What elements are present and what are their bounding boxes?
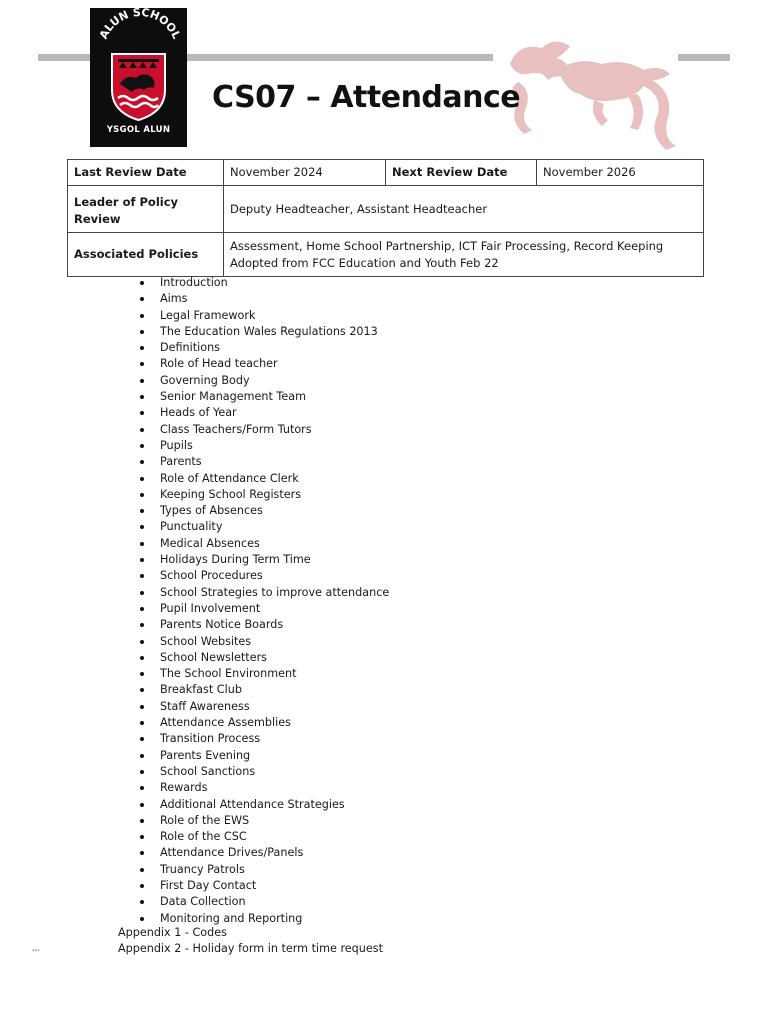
list-item: School Sanctions <box>137 764 389 780</box>
list-item: Role of the EWS <box>137 813 389 829</box>
list-item: Parents Evening <box>137 748 389 764</box>
list-item: Types of Absences <box>137 503 389 519</box>
list-item: Governing Body <box>137 373 389 389</box>
list-item: Parents Notice Boards <box>137 617 389 633</box>
table-row <box>68 186 704 233</box>
list-item: Data Collection <box>137 894 389 910</box>
school-name-welsh: YSGOL ALUN <box>106 125 171 135</box>
list-item: School Websites <box>137 634 389 650</box>
list-item: Role of the CSC <box>137 829 389 845</box>
list-item: Rewards <box>137 780 389 796</box>
list-item: Senior Management Team <box>137 389 389 405</box>
list-item: Staff Awareness <box>137 699 389 715</box>
last-review-value: November 2024 <box>224 160 386 186</box>
list-item: Punctuality <box>137 519 389 535</box>
welsh-dragon-icon <box>498 34 684 152</box>
list-item: Class Teachers/Form Tutors <box>137 422 389 438</box>
next-review-value: November 2026 <box>537 160 704 186</box>
policy-metadata-table <box>67 159 704 277</box>
list-item: Keeping School Registers <box>137 487 389 503</box>
school-name-arc: ALUN SCHOOL <box>96 8 184 42</box>
list-item: Aims <box>137 291 389 307</box>
list-item: Truancy Patrols <box>137 862 389 878</box>
list-item: Parents <box>137 454 389 470</box>
list-item: Definitions <box>137 340 389 356</box>
list-item: Pupils <box>137 438 389 454</box>
list-item: The Education Wales Regulations 2013 <box>137 324 389 340</box>
list-item: Introduction <box>137 275 389 291</box>
list-item: First Day Contact <box>137 878 389 894</box>
list-item: Role of Head teacher <box>137 356 389 372</box>
last-review-label: Last Review Date <box>68 160 224 186</box>
leader-label: Leader of Policy Review <box>68 186 224 233</box>
appendix-1: Appendix 1 - Codes <box>118 926 227 939</box>
list-item: Monitoring and Reporting <box>137 911 389 927</box>
list-item: Medical Absences <box>137 536 389 552</box>
school-logo <box>90 8 187 147</box>
list-item: Attendance Assemblies <box>137 715 389 731</box>
list-item: School Procedures <box>137 568 389 584</box>
document-title: CS07 – Attendance <box>212 80 521 115</box>
svg-text:ALUN SCHOOL <box>97 8 183 41</box>
list-item: Heads of Year <box>137 405 389 421</box>
table-row <box>68 160 704 186</box>
list-item: School Strategies to improve attendance <box>137 585 389 601</box>
associated-value <box>224 233 704 277</box>
leader-value: Deputy Headteacher, Assistant Headteacher <box>224 186 704 233</box>
list-item: Breakfast Club <box>137 682 389 698</box>
list-item: Attendance Drives/Panels <box>137 845 389 861</box>
header-rule-right <box>678 54 730 61</box>
appendix-2: Appendix 2 - Holiday form in term time request <box>118 942 383 955</box>
associated-policies: Assessment, Home School Partnership, ICT Fair Processing, Record Keeping <box>230 238 664 253</box>
list-item: School Newsletters <box>137 650 389 666</box>
next-review-label: Next Review Date <box>386 160 537 186</box>
list-item: Pupil Involvement <box>137 601 389 617</box>
contents-list <box>137 275 389 927</box>
adopted-note: Adopted from FCC Education and Youth Feb 22 <box>230 255 499 270</box>
list-item: Role of Attendance Clerk <box>137 471 389 487</box>
list-item: Legal Framework <box>137 308 389 324</box>
footer-mark: *** <box>32 949 40 955</box>
list-item: Additional Attendance Strategies <box>137 797 389 813</box>
associated-label: Associated Policies <box>68 233 224 277</box>
table-row <box>68 233 704 277</box>
list-item: Holidays During Term Time <box>137 552 389 568</box>
list-item: Transition Process <box>137 731 389 747</box>
list-item: The School Environment <box>137 666 389 682</box>
